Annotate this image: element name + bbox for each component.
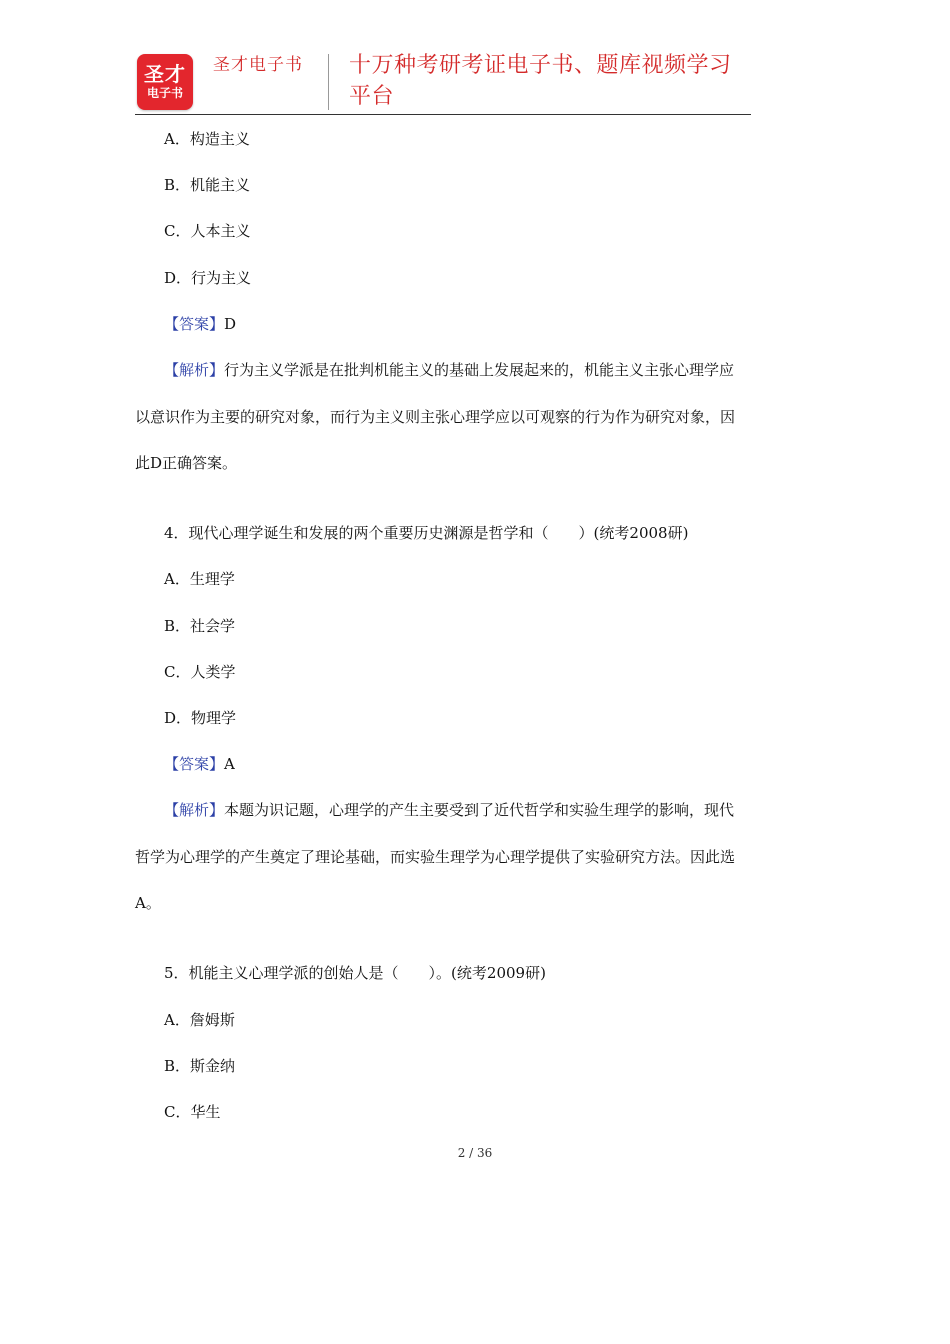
q5-option-b: B．斯金纳 — [164, 1057, 236, 1075]
q4-answer — [164, 753, 235, 774]
analysis-tag: 【解析】 — [164, 361, 225, 379]
answer-value: D — [224, 315, 237, 333]
page-header — [135, 42, 751, 115]
q3-analysis-line-1 — [164, 359, 734, 380]
q4-analysis-line-3: A。 — [135, 894, 161, 912]
q5-option-a: A．詹姆斯 — [164, 1011, 235, 1029]
q4-analysis-line-2: 哲学为心理学的产生奠定了理论基础，而实验生理学为心理学提供了实验研究方法。因此选 — [135, 848, 736, 866]
q3-answer — [164, 313, 236, 334]
brand-name: 圣才电子书 — [213, 55, 303, 75]
logo-text-bottom: 电子书 — [146, 86, 183, 101]
q5-stem: 5．机能主义心理学派的创始人是（ ）。(统考2009研) — [164, 964, 546, 982]
q3-analysis-line-3: 此D正确答案。 — [135, 454, 238, 472]
q3-option-d: D．行为主义 — [164, 269, 252, 287]
answer-tag: 【答案】 — [164, 755, 225, 773]
q3-option-a: A．构造主义 — [164, 130, 250, 148]
q4-stem: 4．现代心理学诞生和发展的两个重要历史渊源是哲学和（ ）(统考2008研) — [164, 524, 689, 542]
analysis-tag: 【解析】 — [164, 801, 225, 819]
analysis-text: 本题为识记题，心理学的产生主要受到了近代哲学和实验生理学的影响，现代 — [224, 801, 735, 819]
q4-option-b: B．社会学 — [164, 617, 236, 635]
q5-option-c: C．华生 — [164, 1103, 221, 1121]
q4-option-d: D．物理学 — [164, 709, 237, 727]
q4-analysis-line-1 — [164, 799, 734, 820]
answer-value: A — [224, 755, 235, 773]
q3-option-c: C．人本主义 — [164, 222, 251, 240]
q3-analysis-line-2: 以意识作为主要的研究对象，而行为主义则主张心理学应以可观察的行为作为研究对象，因 — [135, 408, 736, 426]
logo-text-top: 圣才 — [144, 62, 186, 87]
header-slogan: 十万种考研考证电子书、题库视频学习平台 — [349, 53, 732, 109]
logo — [137, 54, 193, 110]
q4-option-a: A．生理学 — [164, 570, 235, 588]
q4-option-c: C．人类学 — [164, 663, 236, 681]
q3-option-b: B．机能主义 — [164, 176, 251, 194]
answer-tag: 【答案】 — [164, 315, 225, 333]
header-divider — [328, 54, 329, 110]
analysis-text: 行为主义学派是在批判机能主义的基础上发展起来的，机能主义主张心理学应 — [224, 361, 735, 379]
page-number: 2 / 36 — [457, 1146, 493, 1160]
